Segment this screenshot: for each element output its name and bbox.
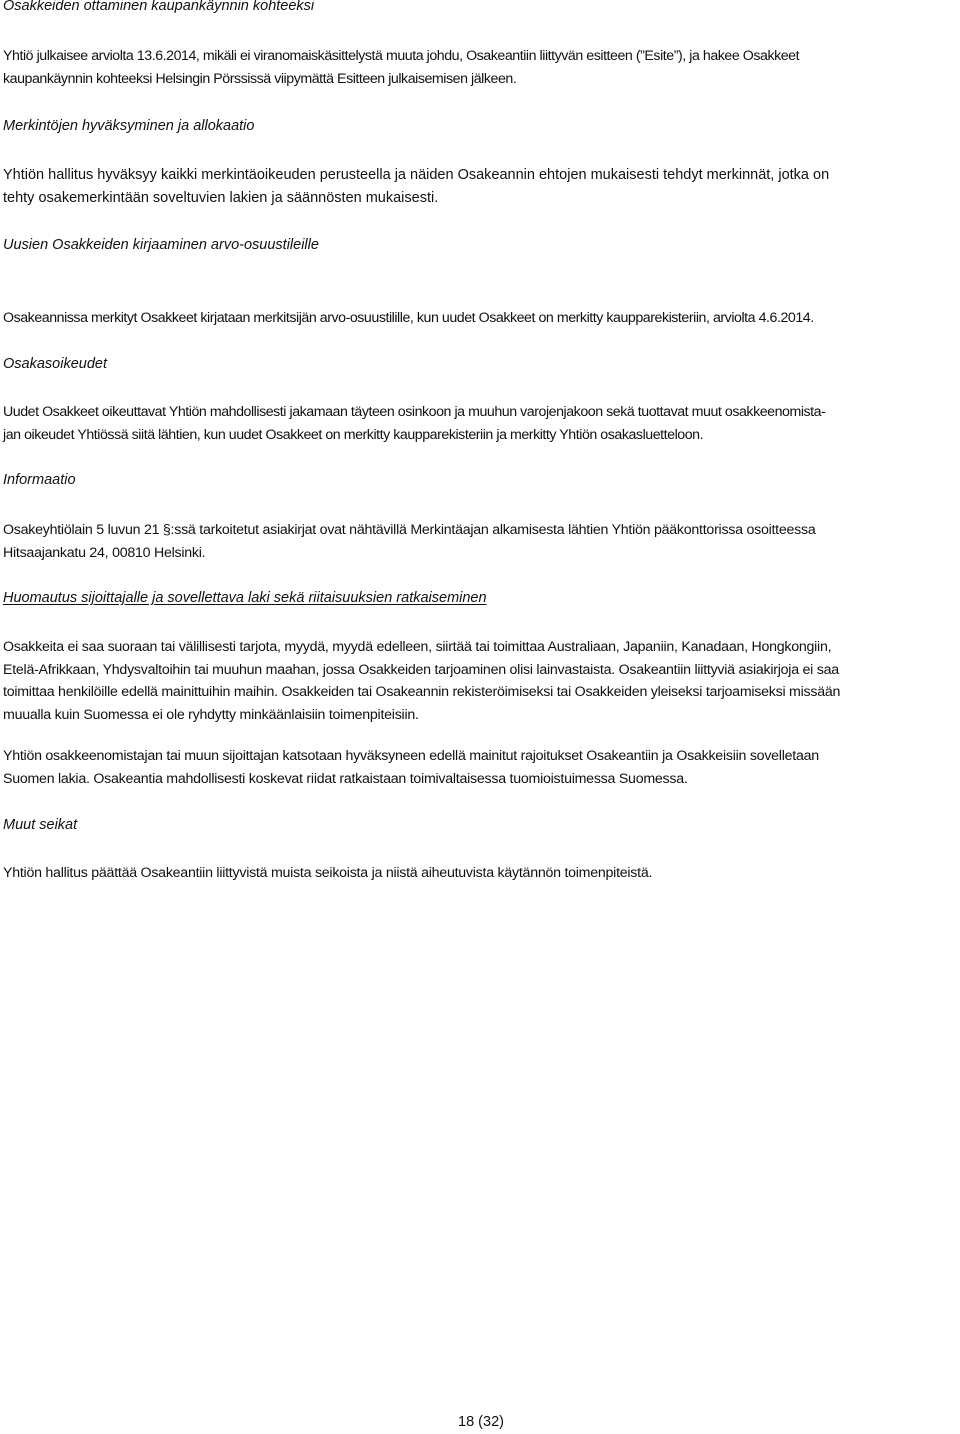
section-paragraph-book-entry: Osakeannissa merkityt Osakkeet kirjataan merkitsijän arvo-osuustilille, kun uudet Osakkeet on merkitty kaupparekisteriin, arviolta 4.6.2014. — [3, 310, 814, 326]
section-paragraph-shareholder-rights: Uudet Osakkeet oikeuttavat Yhtiön mahdollisesti jakamaan täyteen osinkoon ja muuhun varojenjakoon sekä tuottavat muut osakkeenomista- jan oikeudet Yhtiössä siitä lähtien, kun uudet Osakkeet on merkitty kaupparekisteriin ja merkitty Yhtiön osakasluetteloon. — [3, 404, 826, 443]
page-number-label: 18 (32) — [458, 1414, 504, 1430]
section-paragraph-information: Osakeyhtiölain 5 luvun 21 §:ssä tarkoitetut asiakirjat ovat nähtävillä Merkintäajan alkamisesta lähtien Yhtiön pääkonttorissa osoitteessa Hitsaajankatu 24, 00810 Helsinki. — [3, 522, 816, 561]
section-paragraph-investor-notice-restrictions: Osakkeita ei saa suoraan tai välillisesti tarjota, myydä, myydä edelleen, siirtää tai toimittaa Australiaan, Japaniin, Kanadaan, Hongkongiin, Etelä-Afrikkaan, Yhdysvaltoihin tai muuhun maahan, jossa Osakkeiden tarjoaminen olisi lainvastaista. Osakeantiin liittyviä asiakirjoja ei saa toimittaa henkilöille edellä mainittuihin maihin. Osakkeiden tai Osakeannin rekisteröimiseksi tai Osakkeiden yleiseksi tarjoamiseksi missään muualla kuin Suomessa ei ole ryhdytty minkäänlaisiin toimenpiteisiin. — [3, 639, 841, 723]
page-number — [0, 1412, 960, 1432]
section-heading-book-entry: Uusien Osakkeiden kirjaaminen arvo-osuustileille — [3, 237, 319, 253]
section-heading-information: Informaatio — [3, 472, 76, 488]
section-heading-listing: Osakkeiden ottaminen kaupankäynnin kohteeksi — [3, 0, 315, 14]
section-paragraph-other-matters: Yhtiön hallitus päättää Osakeantiin liittyvistä muista seikoista ja niistä aiheutuvista käytännön toimenpiteistä. — [3, 865, 653, 881]
section-paragraph-subscription-approval: Yhtiön hallitus hyväksyy kaikki merkintäoikeuden perusteella ja näiden Osakeannin ehtojen mukaisesti tehdyt merkinnät, jotka on tehty osakemerkintään soveltuvien lakien ja säännösten mukaisesti. — [3, 167, 830, 206]
section-heading-investor-notice: Huomautus sijoittajalle ja sovellettava laki sekä riitaisuuksien ratkaiseminen — [3, 590, 487, 606]
section-heading-other-matters: Muut seikat — [3, 817, 78, 833]
section-paragraph-listing: Yhtiö julkaisee arviolta 13.6.2014, mikäli ei viranomaiskäsittelystä muuta johdu, Osakeantiin liittyvän esitteen (”Esite”), ja hakee Osakkeet kaupankäynnin kohteeksi Helsingin Pörssissä viipymättä Esitteen julkaisemisen jälkeen. — [3, 48, 800, 87]
section-heading-subscription-approval: Merkintöjen hyväksyminen ja allokaatio — [3, 118, 255, 134]
section-heading-shareholder-rights: Osakasoikeudet — [3, 356, 107, 372]
section-paragraph-investor-notice-governing-law: Yhtiön osakkeenomistajan tai muun sijoittajan katsotaan hyväksyneen edellä mainitut rajoitukset Osakeantiin ja Osakkeisiin sovelletaan Suomen lakia. Osakeantia mahdollisesti koskevat riidat ratkaistaan toimivaltaisessa tuomioistuimessa Suomessa. — [3, 748, 819, 787]
